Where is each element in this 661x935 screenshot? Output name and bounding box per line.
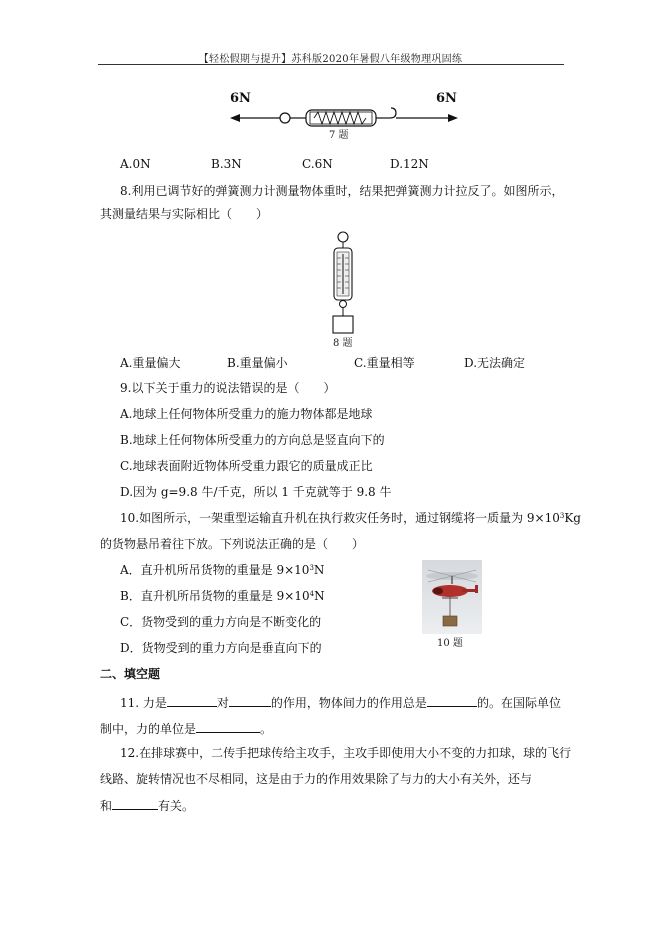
q10-stem-line1 <box>120 511 581 525</box>
q11-text-1: 11. 力是 <box>120 696 167 710</box>
q11-text-3: 的作用，物体间力的作用总是 <box>270 696 427 710</box>
q7-option-a[interactable]: A.0N <box>120 157 151 171</box>
spring-scale-vertical-diagram <box>324 228 364 336</box>
q10-option-b-text: B．直升机所吊货物的重量是 9×10 <box>120 589 310 603</box>
header-rule <box>98 64 564 65</box>
q11-blank-1[interactable] <box>167 695 217 707</box>
q12-line2: 线路、旋转情况也不尽相同，这是由于力的作用效果除了与力的大小有关外，还与 <box>100 772 533 786</box>
q8-stem-line1: 8.利用已调节好的弹簧测力计测量物体重时，结果把弹簧测力计拉反了。如图所示， <box>120 184 564 198</box>
q12-text-2: 有关。 <box>158 799 195 813</box>
q7-caption: 7 题 <box>329 130 349 141</box>
q12-line3 <box>100 798 194 813</box>
q10-option-b[interactable] <box>120 589 325 603</box>
q10-option-c[interactable]: C．货物受到的重力方向是不断变化的 <box>120 615 322 629</box>
q12-blank-1[interactable] <box>112 798 158 810</box>
q10-option-a-exponent: 3 <box>309 564 314 572</box>
q9-option-d[interactable]: D.因为 g=9.8 牛/千克，所以 1 千克就等于 9.8 牛 <box>120 485 392 499</box>
q8-figure <box>324 228 364 336</box>
q11-blank-3[interactable] <box>427 695 477 707</box>
section-title-fill-in: 二、填空题 <box>100 667 161 681</box>
q8-caption: 8 题 <box>333 338 353 349</box>
q8-stem-line2: 其测量结果与实际相比（ ） <box>100 207 269 221</box>
q7-option-d[interactable]: D.12N <box>390 157 429 171</box>
q9-option-b[interactable]: B.地球上任何物体所受重力的方向总是竖直向下的 <box>120 433 385 447</box>
q10-stem-exponent: 3 <box>559 512 565 520</box>
q9-stem: 9.以下关于重力的说法错误的是（ ） <box>120 381 336 395</box>
q11-line2 <box>100 721 272 736</box>
q11-text-6: 。 <box>260 722 273 736</box>
q10-option-a-text: A．直升机所吊货物的重量是 9×10 <box>120 563 310 577</box>
q10-option-d[interactable]: D．货物受到的重力方向是垂直向下的 <box>120 641 322 655</box>
q11-text-2: 对 <box>216 696 229 710</box>
q10-stem-unit: Kg <box>564 511 581 525</box>
q8-option-d[interactable]: D.无法确定 <box>464 356 526 370</box>
q11-blank-4[interactable] <box>196 721 260 733</box>
q12-line1: 12.在排球赛中，二传手把球传给主攻手，主攻手即使用大小不变的力扣球，球的飞行 <box>120 746 572 760</box>
q11-text-4: 的。在国际单位 <box>476 696 561 710</box>
q7-option-b[interactable]: B.3N <box>211 157 242 171</box>
q12-text-1: 和 <box>100 799 113 813</box>
q10-option-b-unit: N <box>314 589 325 603</box>
q10-figure <box>422 560 482 634</box>
page-header: 【轻松假期与提升】苏科版2020年暑假八年级物理巩固练 <box>198 54 463 65</box>
q11-text-5: 制中，力的单位是 <box>100 722 197 736</box>
q10-option-a-unit: N <box>313 563 325 577</box>
force-label-left: 6N <box>230 91 251 106</box>
q9-option-c[interactable]: C.地球表面附近物体所受重力跟它的质量成正比 <box>120 459 373 473</box>
q11-blank-2[interactable] <box>229 695 271 707</box>
force-label-right: 6N <box>436 91 457 106</box>
q8-option-a[interactable]: A.重量偏大 <box>120 356 181 370</box>
q10-caption: 10 题 <box>437 638 463 649</box>
q7-option-c[interactable]: C.6N <box>302 157 333 171</box>
q9-option-a[interactable]: A.地球上任何物体所受重力的施力物体都是地球 <box>120 407 373 421</box>
q11-line1 <box>120 695 561 710</box>
q10-option-b-exponent: 4 <box>309 590 315 598</box>
q10-stem-text: 10.如图所示，一架重型运输直升机在执行救灾任务时，通过钢缆将一质量为 9×10 <box>120 511 560 525</box>
q8-option-b[interactable]: B.重量偏小 <box>227 356 288 370</box>
q10-option-a[interactable] <box>120 563 324 577</box>
helicopter-photo <box>422 560 482 634</box>
q10-stem-line2: 的货物悬吊着往下放。下列说法正确的是（ ） <box>100 537 365 551</box>
q8-option-c[interactable]: C.重量相等 <box>354 356 415 370</box>
